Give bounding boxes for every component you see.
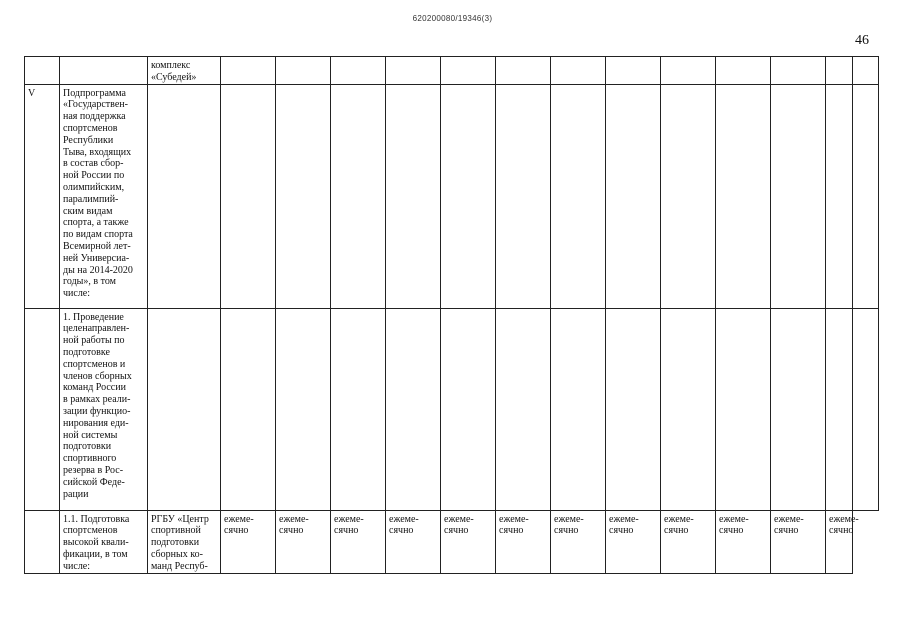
period-cell: [771, 308, 826, 510]
period-cell-text: ежеме- сячно: [224, 513, 254, 537]
period-cell: [221, 510, 276, 573]
period-cell: [551, 84, 606, 308]
program-table: [24, 56, 879, 574]
period-cell: [441, 84, 496, 308]
period-cell-text: ежеме- сячно: [829, 513, 859, 537]
period-cell: [221, 84, 276, 308]
table-row: [25, 308, 879, 510]
period-cell: [221, 308, 276, 510]
period-cell: [771, 84, 826, 308]
period-cell: [606, 510, 661, 573]
table-row: [25, 57, 879, 85]
period-cell-text: ежеме- сячно: [609, 513, 639, 537]
period-cell: [716, 57, 771, 85]
period-cell: [441, 510, 496, 573]
row-number-cell: [25, 308, 60, 510]
executor-cell: [148, 84, 221, 308]
page-number: 46: [855, 33, 869, 48]
executor-cell: [148, 510, 221, 573]
period-cell: [606, 84, 661, 308]
period-cell: [276, 57, 331, 85]
period-cell: [386, 84, 441, 308]
executor-cell-text: комплекс «Субедей»: [151, 60, 197, 83]
period-cell: [276, 84, 331, 308]
row-name-cell-text: 1.1. Подготовка спортсменов высокой квали- фикации, в том числе:: [63, 513, 130, 572]
period-cell: [606, 57, 661, 85]
period-cell: [606, 308, 661, 510]
table-row: [25, 510, 879, 573]
row-number-cell: [25, 510, 60, 573]
period-cell: [852, 57, 879, 85]
table-row: [25, 84, 879, 308]
period-cell: [826, 510, 859, 573]
period-cell: [331, 510, 386, 573]
period-cell: [441, 57, 496, 85]
period-cell: [551, 510, 606, 573]
period-cell: [661, 308, 716, 510]
period-cell: [331, 308, 386, 510]
period-cell: [496, 510, 551, 573]
period-cell: [276, 308, 331, 510]
period-cell-text: ежеме- сячно: [719, 513, 749, 537]
period-cell: [826, 57, 853, 85]
row-name-cell: [60, 510, 148, 573]
period-cell: [661, 57, 716, 85]
row-number-cell-text: V: [28, 87, 36, 99]
period-cell: [661, 84, 716, 308]
period-cell: [441, 308, 496, 510]
period-cell: [386, 308, 441, 510]
period-cell: [331, 57, 386, 85]
row-name-cell: [60, 308, 148, 510]
period-cell: [661, 510, 716, 573]
period-cell: [852, 84, 879, 308]
period-cell: [496, 308, 551, 510]
row-name-cell-text: 1. Проведение целенаправлен- ной работы по подготовке спортсменов и членов сборных команд России в рамках реали- зации функцио- нирования еди- ной системы подготовки спортивного резерва в Рос- сийской Феде- рации: [63, 311, 132, 500]
row-name-cell: [60, 57, 148, 85]
period-cell-text: ежеме- сячно: [774, 513, 804, 537]
period-cell-text: ежеме- сячно: [664, 513, 694, 537]
period-cell-text: ежеме- сячно: [499, 513, 529, 537]
period-cell-text: ежеме- сячно: [334, 513, 364, 537]
period-cell: [716, 510, 771, 573]
period-cell-text: ежеме- сячно: [279, 513, 309, 537]
period-cell-text: ежеме- сячно: [554, 513, 584, 537]
period-cell: [276, 510, 331, 573]
period-cell: [331, 84, 386, 308]
period-cell: [221, 57, 276, 85]
period-cell: [826, 308, 853, 510]
period-cell: [716, 84, 771, 308]
period-cell: [551, 308, 606, 510]
period-cell: [716, 308, 771, 510]
period-cell: [771, 510, 826, 573]
period-cell: [496, 84, 551, 308]
period-cell-text: ежеме- сячно: [444, 513, 474, 537]
executor-cell: [148, 308, 221, 510]
executor-cell-text: РГБУ «Центр спортивной подготовки сборных ко- манд Респуб-: [151, 513, 209, 572]
document-code: 620200080/19346(3): [412, 14, 493, 23]
row-number-cell: [25, 57, 60, 85]
period-cell-text: ежеме- сячно: [389, 513, 419, 537]
row-name-cell: [60, 84, 148, 308]
period-cell: [551, 57, 606, 85]
executor-cell: [148, 57, 221, 85]
period-cell: [826, 84, 853, 308]
row-name-cell-text: Подпрограмма «Государствен- ная поддержка спортсменов Республики Тыва, входящих в состав сбор- ной России по олимпийским, паралимпий- ским видам спорта, а также по видам спорта Всемирной лет- ней Универсиа- ды на 2014-2020 годы», в том числе:: [63, 87, 133, 300]
period-cell: [386, 510, 441, 573]
period-cell: [771, 57, 826, 85]
period-cell: [496, 57, 551, 85]
period-cell: [852, 308, 879, 510]
row-number-cell: [25, 84, 60, 308]
period-cell: [386, 57, 441, 85]
